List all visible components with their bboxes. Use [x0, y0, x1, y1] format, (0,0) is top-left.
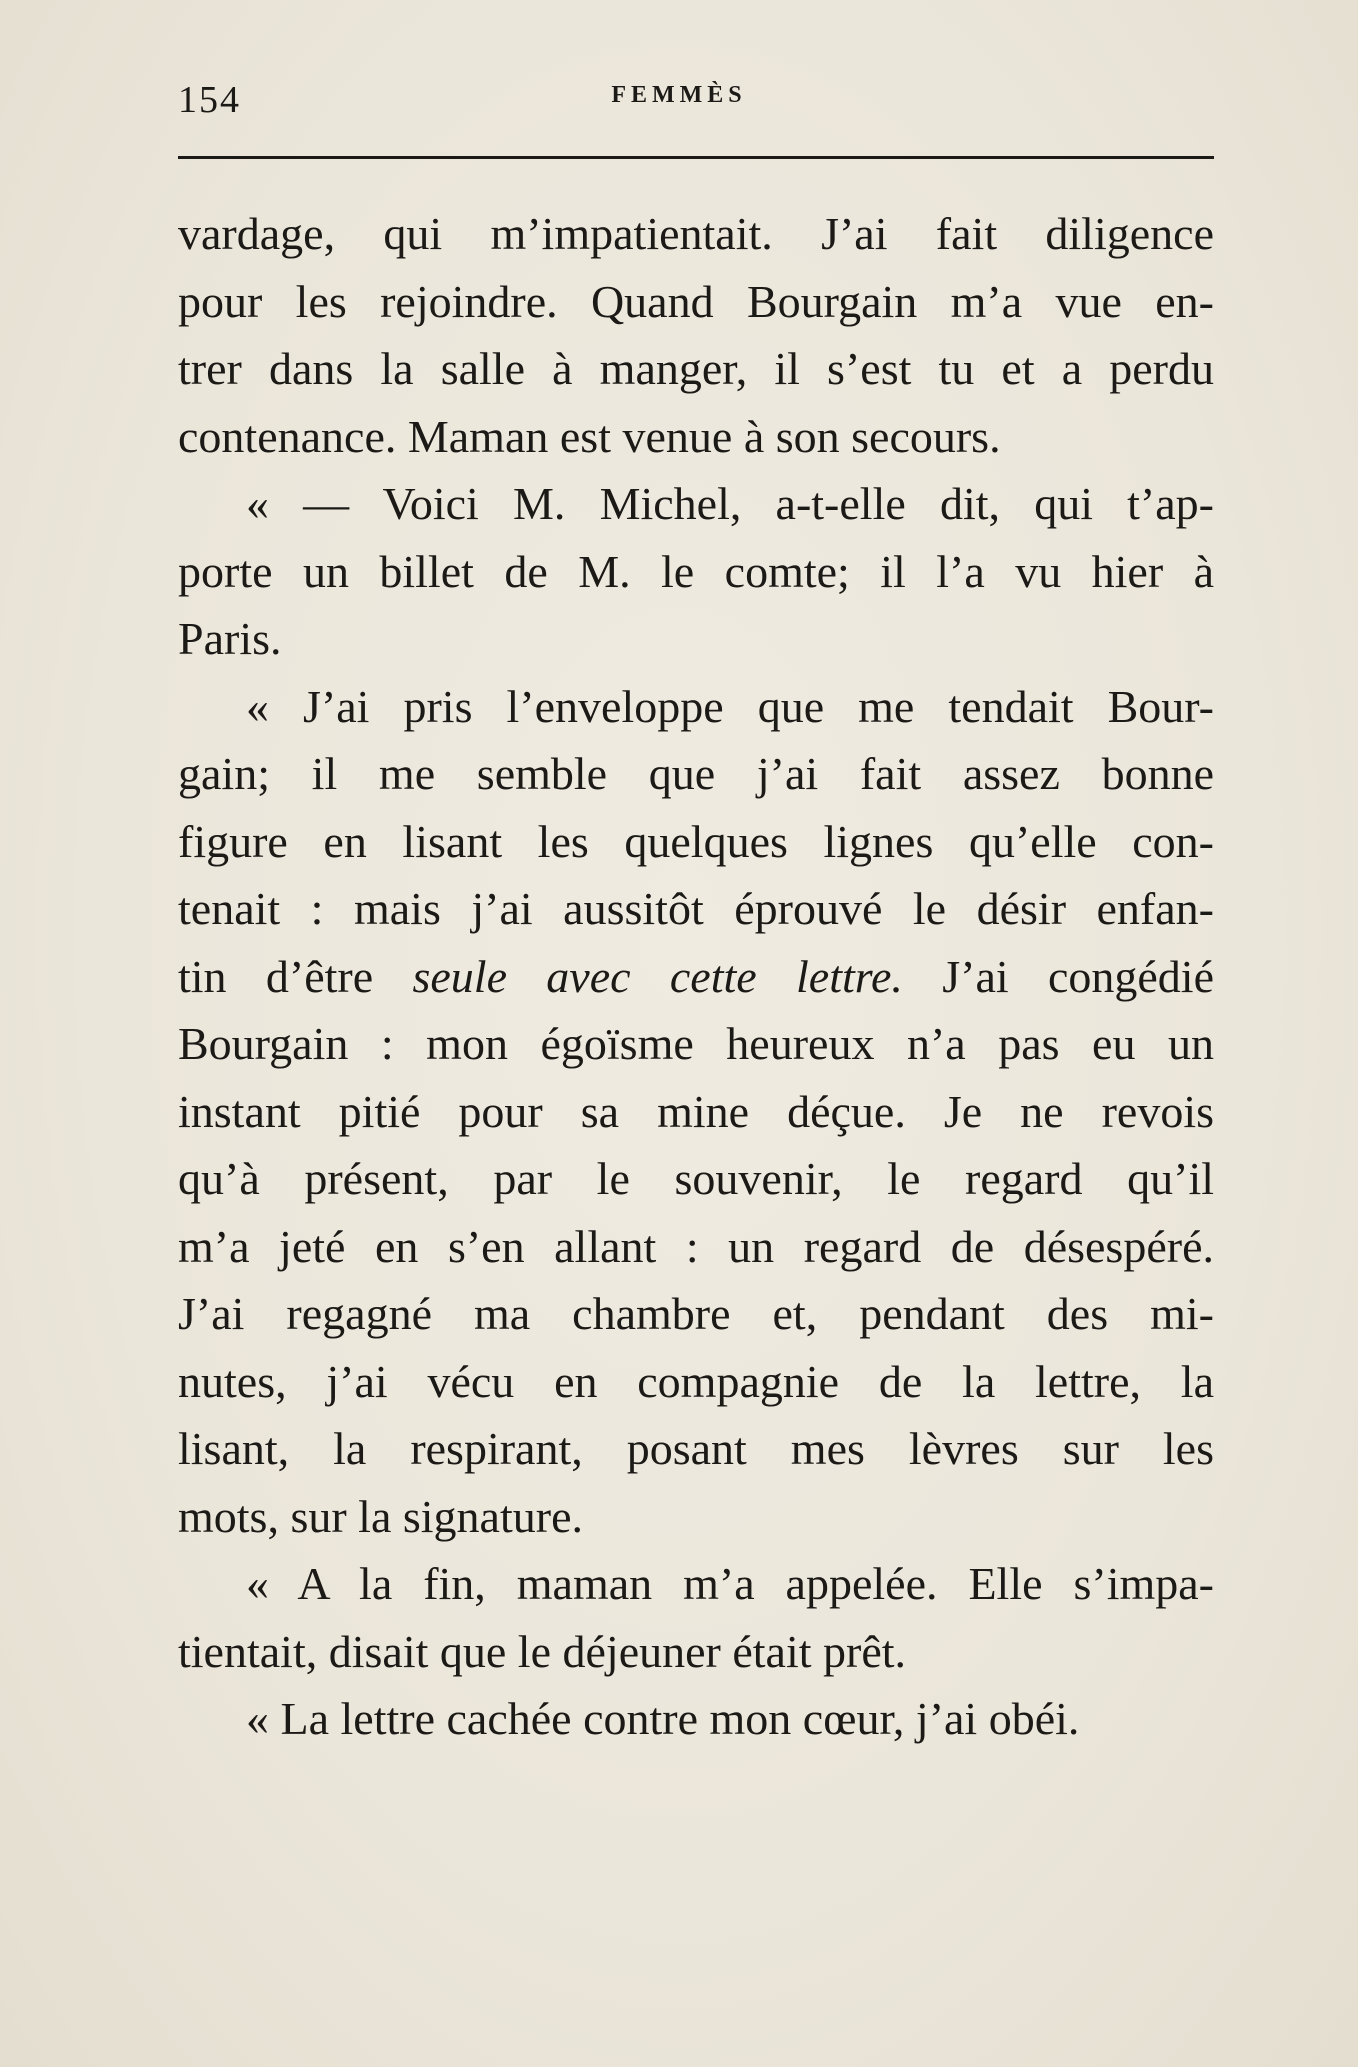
text-line: J’ai regagné ma chambre et, pendant des mi-: [178, 1288, 1214, 1339]
text-line: gain; il me semble que j’ai fait assez bonne: [178, 748, 1214, 799]
running-title: FEMMÈS: [611, 82, 747, 108]
body-text: [178, 200, 1214, 1753]
text-line: mots, sur la signature.: [178, 1490, 583, 1542]
text-line: nutes, j’ai vécu en compagnie de la lettre, la: [178, 1355, 1214, 1407]
text-line: lisant, la respirant, posant mes lèvres sur les: [178, 1423, 1214, 1474]
text-line: « A la fin, maman m’a appelée. Elle s’impa-: [246, 1558, 1214, 1609]
text-line: « La lettre cachée contre mon cœur, j’ai obéi.: [246, 1693, 1080, 1744]
text-line: m’a jeté en s’en allant : un regard de désespéré.: [178, 1220, 1214, 1272]
text-line: « J’ai pris l’enveloppe que me tendait Bour-: [246, 680, 1214, 732]
text-segment: J’ai congédié: [942, 950, 1215, 1002]
text-line: figure en lisant les quelques lignes qu’elle con-: [178, 815, 1214, 867]
text-line: contenance. Maman est venue à son secours.: [178, 410, 1001, 462]
header-rule: [178, 156, 1214, 159]
page-number: 154: [178, 79, 241, 121]
text-line: qu’à présent, par le souvenir, le regard qu’il: [178, 1153, 1214, 1204]
text-line: instant pitié pour sa mine déçue. Je ne revois: [178, 1085, 1214, 1137]
text-line: Paris.: [178, 613, 282, 664]
text-line: tientait, disait que le déjeuner était prêt.: [178, 1625, 907, 1677]
text-line: « — Voici M. Michel, a-t-elle dit, qui t’ap-: [246, 478, 1214, 529]
text-line: trer dans la salle à manger, il s’est tu et a perdu: [178, 343, 1214, 394]
text-line: vardage, qui m’impatientait. J’ai fait diligence: [178, 208, 1214, 259]
text-line: porte un billet de M. le comte; il l’a vu hier à: [178, 545, 1214, 597]
text-line-with-italic: [178, 943, 1214, 1011]
text-segment: tin d’être: [178, 950, 374, 1002]
text-line: tenait : mais j’ai aussitôt éprouvé le désir enfan-: [178, 883, 1214, 934]
text-line: Bourgain : mon égoïsme heureux n’a pas eu un: [178, 1018, 1214, 1069]
italic-phrase: seule avec cette lettre.: [412, 950, 903, 1002]
text-line: pour les rejoindre. Quand Bourgain m’a vue en-: [178, 275, 1214, 327]
